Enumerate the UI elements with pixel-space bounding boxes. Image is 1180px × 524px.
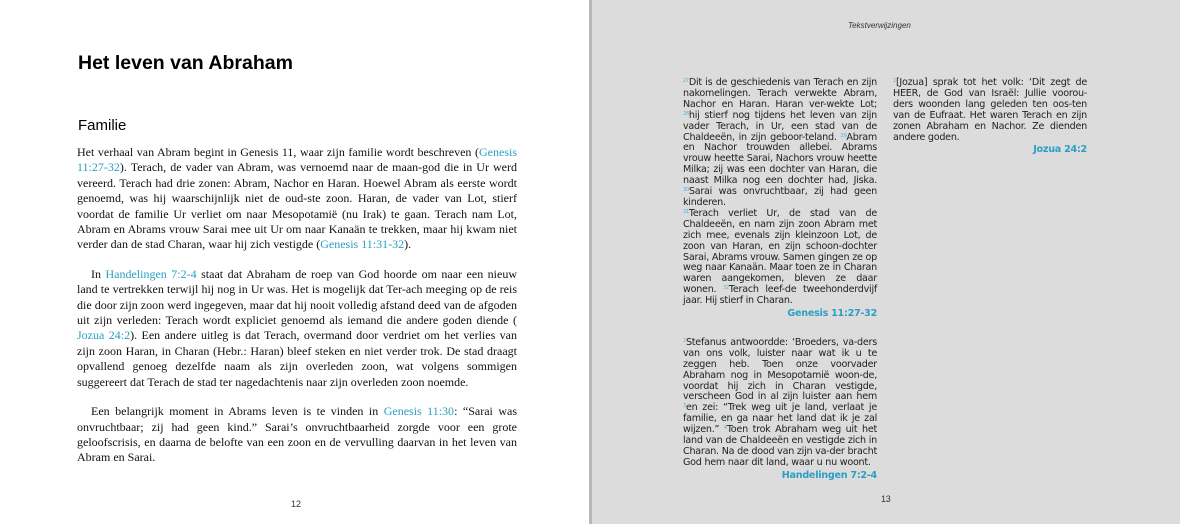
- running-header: Tekstverwijzingen: [848, 21, 911, 30]
- verse-text: Stefanus antwoordde: ‘Broeders, va-ders van ons volk, luister naar wat ik u te zeggen heb. Toen onze voorvader Abraham nog in Mesopotamië woon-de, voordat hij zich in Charan vestigde, verscheen God in al zijn luister aan hem: [683, 336, 877, 403]
- text: ). Een andere uitleg is dat Terach, overmand door verdriet om het verlies van zijn zoon Haran, in Charan (Hebr.: Haran) bleef steken en niet verder trok. De stad draagt opvallend genoeg dezelfde naam als zijn overleden zoon, wat volgens sommigen suggereert dat Terach de stad ter nagedachtenis naar zijn overleden zoon noemde.: [77, 328, 518, 389]
- page-number: 12: [291, 499, 302, 509]
- paragraph-1: [77, 145, 517, 253]
- verse-number: 4: [723, 425, 727, 432]
- text: Een belangrijk moment in Abrams leven is te vinden in: [91, 404, 384, 419]
- reference-source: Handelingen 7:2-4: [781, 469, 877, 481]
- bible-reference-link[interactable]: Genesis 11:30: [383, 404, 455, 419]
- verse-text: Toen trok Abraham weg uit het land van de Chaldeeën en vestigde zich in Charan. Na de dood van zijn va-der bracht God hem naar dit land, waar u nu woont.: [683, 424, 878, 468]
- section-heading: Familie: [78, 117, 127, 134]
- text: : “Sarai was onvruchtbaar; zij had geen kind.” Sarai’s onvruchtbaarheid zorgde voor een grote geloofscrisis, en daarna de belofte van een zoon en de vervulling daarvan in het leven van Abram en Sarai.: [77, 404, 517, 465]
- bible-reference-link[interactable]: Genesis 11:27-32: [77, 145, 517, 175]
- text: ).: [404, 237, 412, 252]
- verse-number: 32: [723, 285, 729, 292]
- reference-source: Jozua 24:2: [1033, 144, 1087, 156]
- verse-number: 2: [683, 337, 686, 344]
- verse-number: 27: [683, 78, 689, 84]
- reference-source: Genesis 11:27-32: [787, 308, 877, 320]
- verse-text: Sarai was onvruchtbaar, zij had geen kinderen.: [683, 186, 877, 208]
- reference-column-right: [893, 78, 1087, 156]
- verse-text: Abram en Nachor trouwden allebei. Abrams vrouw heette Sarai, Nachors vrouw heette Milka; zij was een dochter van Haran, die naast Milka nog een dochter had, Jiska.: [683, 131, 877, 187]
- bible-reference-link[interactable]: Jozua 24:2: [77, 328, 131, 343]
- text: ). Terach, de vader van Abram, was vernoemd naar de maan-god die in Ur werd vereerd. Terach had drie zonen: Abram, Nachor en Haran. Hoewel Abram als eerste wordt genoemd, was hij waarschijnlijk niet de oud-ste zoon. Haran, de vader van Lot, stierf voordat de familie Ur verliet om naar Mesopotamië (nu Irak) te gaan. Terach nam Lot, Abram en Abrams vrouw Sarai mee uit Ur om naar Kanaän te trekken, maar hij kwam niet verder dan de stad Charan, waar hij zich vestigde (: [77, 160, 517, 252]
- verse-number: 29: [840, 132, 847, 139]
- bible-reference-link[interactable]: Handelingen 7:2-4: [105, 266, 197, 281]
- verse-text: hij stierf nog tijdens het leven van zijn vader Terach, in Ur, een stad van de Chaldeeën, in zijn geboor-teland.: [683, 109, 877, 143]
- verse-text: en zei: “Trek weg uit je land, verlaat je familie, en ga naar het land dat ik je zal wijzen.”: [683, 402, 877, 436]
- reference-jozua: [893, 78, 1087, 156]
- paragraph-2: [77, 267, 517, 390]
- page-number: 13: [881, 493, 891, 504]
- reference-column-left: [683, 77, 891, 506]
- reference-genesis: [683, 78, 877, 320]
- verse-text: Terach leef-de tweehonderdvijf jaar. Hij stierf in Charan.: [683, 284, 877, 307]
- verse-number: 30: [683, 187, 689, 194]
- page-title: Het leven van Abraham: [78, 52, 293, 74]
- bible-reference-link[interactable]: Genesis 11:31-32: [320, 237, 405, 252]
- text: Het verhaal van Abram begint in Genesis 11, waar zijn familie wordt beschreven (: [77, 145, 479, 159]
- body-text: [77, 145, 517, 480]
- page-number-wrap: [683, 494, 901, 506]
- verse-number: 3: [683, 403, 686, 410]
- verse-text: Dit is de geschiedenis van Terach en zijn nakomelingen. Terach verwekte Abram, Nachor en Haran. Haran ver-wekte Lot;: [683, 77, 877, 110]
- verse-text: Terach verliet Ur, de stad van de Chaldeeën, en nam zijn zoon Abram met zich mee, evenals zijn kleinzoon Lot, de zoon van Haran, en zijn schoon-dochter Sarai, Abrams vrouw. Samen gingen ze op weg naar Kanaän. Maar toen ze in Charan waren aangekomen, bleven ze daar wonen.: [683, 207, 877, 296]
- paragraph-3: [77, 404, 517, 466]
- text: staat dat Abraham de roep van God hoorde om naar een nieuw land te vertrekken terwijl hij nog in Ur was. Het is mogelijk dat Ter-ach meeging op de reis die door zijn zoon werd ingegeven, maar dat hij nooit volledig afstand deed van de afgoden uit zijn verleden: Terach wordt expliciet genoemd als iemand die andere goden diende (: [77, 266, 517, 328]
- verse-text: [Jozua] sprak tot het volk: ‘Dit zegt de HEER, de God van Israël: Jullie voorou-ders woonden lang geleden ten oos-ten van de Eufraat. Het waren Terach en zijn zonen Abraham en Nachor. Ze dienden andere goden.: [893, 77, 1087, 143]
- verse-number: 31: [683, 208, 689, 215]
- reference-handelingen: [683, 338, 877, 482]
- verse-number: 28: [683, 110, 689, 117]
- text: In: [91, 266, 106, 281]
- verse-number: 2: [893, 78, 896, 84]
- right-page: [592, 0, 1180, 524]
